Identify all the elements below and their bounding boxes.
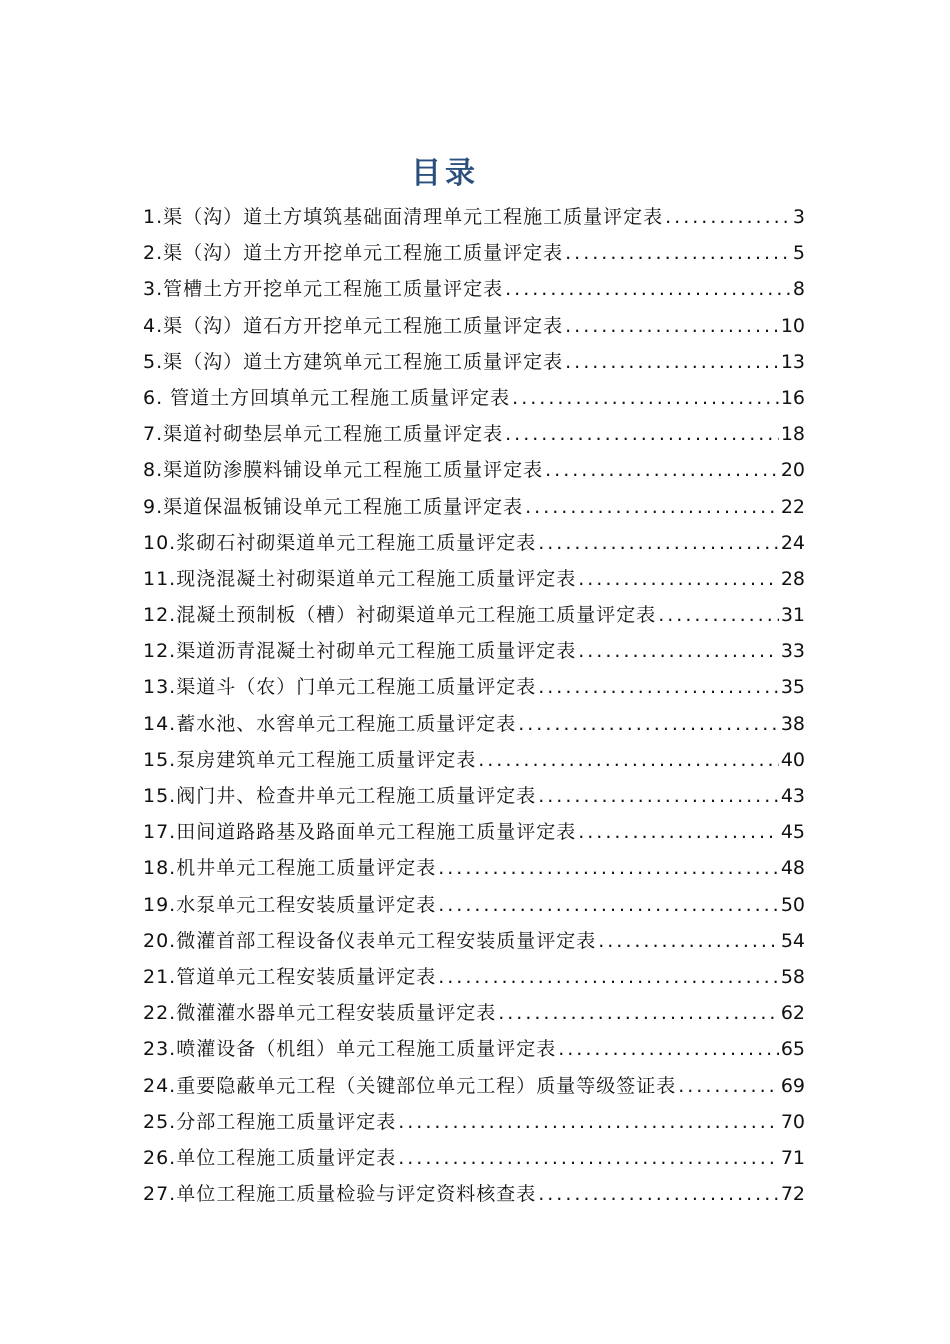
toc-page-number: 18 bbox=[780, 423, 805, 446]
toc-entry[interactable] bbox=[143, 742, 805, 778]
toc-dot-leader bbox=[438, 887, 779, 923]
toc-entry[interactable] bbox=[143, 1140, 805, 1176]
toc-entry[interactable] bbox=[143, 887, 805, 923]
toc-page-number: 43 bbox=[780, 785, 805, 807]
toc-entry-title: 26.单位工程施工质量评定表 bbox=[143, 1146, 397, 1169]
toc-entry-title: 19.水泵单元工程安装质量评定表 bbox=[143, 893, 437, 916]
toc-page-number: 72 bbox=[780, 1183, 805, 1206]
toc-entry-title: 25.分部工程施工质量评定表 bbox=[143, 1110, 397, 1133]
toc-dot-leader bbox=[565, 344, 779, 380]
toc-dot-leader bbox=[678, 1068, 779, 1104]
toc-dot-leader bbox=[658, 597, 779, 633]
toc-page-number: 65 bbox=[780, 1038, 805, 1061]
toc-entry-title: 10.浆砌石衬砌渠道单元工程施工质量评定表 bbox=[143, 531, 537, 554]
toc-page-number: 10 bbox=[780, 314, 805, 337]
toc-entry[interactable] bbox=[143, 850, 805, 886]
toc-entry[interactable] bbox=[143, 959, 805, 995]
toc-page-number: 71 bbox=[780, 1146, 805, 1169]
toc-dot-leader bbox=[578, 561, 779, 597]
toc-entry-title: 14.蓄水池、水窖单元工程施工质量评定表 bbox=[143, 712, 517, 735]
toc-entry-title: 15.泵房建筑单元工程施工质量评定表 bbox=[143, 748, 477, 771]
toc-dot-leader bbox=[538, 778, 779, 814]
toc-page-number: 33 bbox=[780, 640, 805, 663]
toc-page-number: 62 bbox=[780, 1002, 805, 1025]
toc-page-number: 20 bbox=[780, 459, 805, 482]
toc-page-number: 58 bbox=[780, 965, 805, 988]
toc-entry[interactable] bbox=[143, 1104, 805, 1140]
toc-entry-title: 12.混凝土预制板（槽）衬砌渠道单元工程施工质量评定表 bbox=[143, 604, 657, 627]
toc-entry-title: 18.机井单元工程施工质量评定表 bbox=[143, 857, 437, 880]
toc-dot-leader bbox=[538, 669, 779, 705]
page-title: 目录 bbox=[411, 156, 479, 191]
toc-dot-leader bbox=[505, 271, 791, 307]
toc-entry[interactable] bbox=[143, 995, 805, 1031]
toc-dot-leader bbox=[478, 742, 779, 778]
toc-entry[interactable] bbox=[143, 1031, 805, 1067]
toc-entry-title: 27.单位工程施工质量检验与评定资料核查表 bbox=[143, 1183, 537, 1206]
toc-entry[interactable] bbox=[143, 235, 805, 271]
toc-page-number: 69 bbox=[780, 1074, 805, 1097]
toc-entry-title: 2.渠（沟）道土方开挖单元工程施工质量评定表 bbox=[143, 242, 564, 265]
toc-entry-title: 24.重要隐蔽单元工程（关键部位单元工程）质量等级签证表 bbox=[143, 1074, 677, 1097]
toc-dot-leader bbox=[565, 308, 779, 344]
toc-entry[interactable] bbox=[143, 814, 805, 850]
toc-page-number: 8 bbox=[792, 278, 805, 301]
toc-entry[interactable] bbox=[143, 561, 805, 597]
toc-entry-title: 12.渠道沥青混凝土衬砌单元工程施工质量评定表 bbox=[143, 640, 577, 663]
toc-page-number: 40 bbox=[780, 748, 805, 771]
toc-entry-title: 3.管槽土方开挖单元工程施工质量评定表 bbox=[143, 278, 504, 301]
toc-entry[interactable] bbox=[143, 525, 805, 561]
toc-entry[interactable] bbox=[143, 706, 805, 742]
toc-entry[interactable] bbox=[143, 1176, 805, 1212]
toc-entry-title: 22.微灌灌水器单元工程安装质量评定表 bbox=[143, 1002, 497, 1025]
toc-entry-title: 6. 管道土方回填单元工程施工质量评定表 bbox=[143, 386, 511, 409]
toc-dot-leader bbox=[558, 1031, 779, 1067]
toc-dot-leader bbox=[512, 380, 779, 416]
toc-entry[interactable] bbox=[143, 669, 805, 705]
toc-page-number: 5 bbox=[792, 242, 805, 265]
toc-entry-title: 20.微灌首部工程设备仪表单元工程安装质量评定表 bbox=[143, 929, 597, 952]
toc-entry[interactable] bbox=[143, 416, 805, 452]
toc-entry[interactable] bbox=[143, 452, 805, 488]
toc-entry-title: 21.管道单元工程安装质量评定表 bbox=[143, 965, 437, 988]
toc-entry-title: 13.渠道斗（农）门单元工程施工质量评定表 bbox=[143, 676, 537, 699]
toc-dot-leader bbox=[398, 1140, 779, 1176]
toc-page-number: 22 bbox=[780, 495, 805, 518]
toc-dot-leader bbox=[578, 814, 779, 850]
toc-page-number: 38 bbox=[780, 712, 805, 735]
toc-dot-leader bbox=[398, 1104, 779, 1140]
toc-list bbox=[143, 199, 805, 1212]
toc-entry[interactable] bbox=[143, 489, 805, 525]
toc-entry-title: 17.田间道路路基及路面单元工程施工质量评定表 bbox=[143, 821, 577, 844]
toc-page-number: 3 bbox=[792, 206, 805, 228]
toc-page-number: 45 bbox=[780, 821, 805, 844]
toc-page-number: 31 bbox=[780, 604, 805, 627]
toc-page-number: 35 bbox=[780, 676, 805, 699]
toc-entry[interactable] bbox=[143, 308, 805, 344]
toc-entry-title: 15.阀门井、检查井单元工程施工质量评定表 bbox=[143, 785, 537, 807]
toc-page-number: 16 bbox=[780, 386, 805, 409]
toc-dot-leader bbox=[538, 1176, 779, 1212]
toc-dot-leader bbox=[498, 995, 779, 1031]
toc-dot-leader bbox=[538, 525, 779, 561]
toc-page-number: 54 bbox=[780, 929, 805, 952]
toc-dot-leader bbox=[438, 959, 779, 995]
toc-page-number: 13 bbox=[780, 350, 805, 373]
toc-dot-leader bbox=[665, 199, 791, 235]
toc-entry[interactable] bbox=[143, 199, 805, 235]
toc-dot-leader bbox=[545, 452, 779, 488]
toc-dot-leader bbox=[438, 850, 779, 886]
toc-entry[interactable] bbox=[143, 271, 805, 307]
toc-dot-leader bbox=[518, 706, 779, 742]
toc-entry[interactable] bbox=[143, 597, 805, 633]
toc-dot-leader bbox=[525, 489, 779, 525]
toc-entry-title: 1.渠（沟）道土方填筑基础面清理单元工程施工质量评定表 bbox=[143, 206, 664, 228]
toc-dot-leader bbox=[578, 633, 779, 669]
toc-page-number: 50 bbox=[780, 893, 805, 916]
toc-entry-title: 5.渠（沟）道土方建筑单元工程施工质量评定表 bbox=[143, 350, 564, 373]
toc-entry-title: 9.渠道保温板铺设单元工程施工质量评定表 bbox=[143, 495, 524, 518]
toc-entry-title: 8.渠道防渗膜料铺设单元工程施工质量评定表 bbox=[143, 459, 544, 482]
toc-entry[interactable] bbox=[143, 778, 805, 814]
toc-page-number: 24 bbox=[780, 531, 805, 554]
toc-page-number: 70 bbox=[780, 1110, 805, 1133]
toc-entry[interactable] bbox=[143, 633, 805, 669]
toc-entry[interactable] bbox=[143, 923, 805, 959]
toc-page-number: 48 bbox=[780, 857, 805, 880]
toc-entry-title: 23.喷灌设备（机组）单元工程施工质量评定表 bbox=[143, 1038, 557, 1061]
toc-dot-leader bbox=[565, 235, 791, 271]
toc-page-number: 28 bbox=[780, 567, 805, 590]
toc-dot-leader bbox=[505, 416, 779, 452]
toc-entry[interactable] bbox=[143, 344, 805, 380]
toc-entry-title: 7.渠道衬砌垫层单元工程施工质量评定表 bbox=[143, 423, 504, 446]
toc-entry[interactable] bbox=[143, 1068, 805, 1104]
toc-entry-title: 4.渠（沟）道石方开挖单元工程施工质量评定表 bbox=[143, 314, 564, 337]
toc-dot-leader bbox=[598, 923, 779, 959]
toc-entry-title: 11.现浇混凝土衬砌渠道单元工程施工质量评定表 bbox=[143, 567, 577, 590]
toc-entry[interactable] bbox=[143, 380, 805, 416]
